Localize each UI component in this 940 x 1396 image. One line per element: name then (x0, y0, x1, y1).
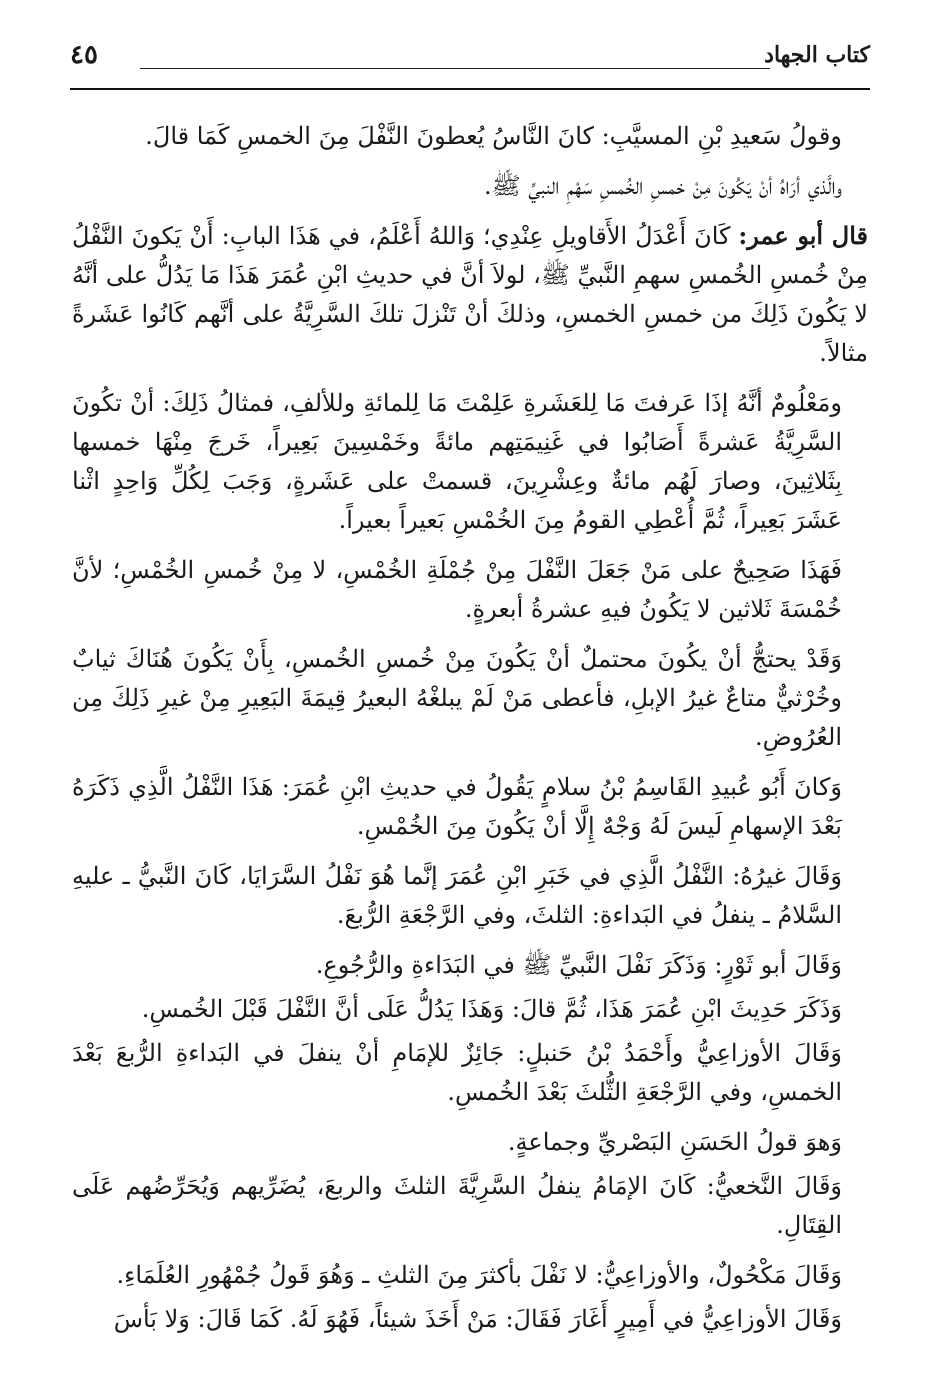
header-rule (140, 68, 770, 69)
paragraph (72, 383, 868, 540)
paragraph-text: وَقَدْ يحتجُّ أنْ يكُونَ محتملٌ أنْ يَكُونَ مِنْ خُمسِ الخُمسِ، بِأَنْ يَكُونَ هُنَاكَ ثيابٌ وخُرْثيٌّ متاعٌ غيرُ الإبلِ، فأعطى مَنْ لَمْ يبلغْهُ البعيرُ قِيمَةَ البَعِيرِ مِنْ غيرِ ذَلِكَ مِن العُرُوضِ. (72, 645, 842, 751)
paragraph (72, 1166, 868, 1245)
paragraph (72, 945, 868, 985)
paragraph-text: والَّذي أرَاهُ أنْ يَكُونَ مِنْ خمسِ الخُمسِ سَهْمِ النبيِّ ﷺ. (484, 172, 842, 200)
paragraph (72, 166, 868, 206)
paragraph-text: كَانَ أَعْدَلُ الأَقاويلِ عِنْدِي؛ وَاللهُ أَعْلَمُ، في هَذَا البابِ: أَنْ يَكونَ النَّفْلُ مِنْ خُمسِ الخُمسِ سهمِ النَّبيِّ ﷺ، لولاَ أنَّ في حديثِ ابْنِ عُمَرَ هَذَا مَا يَدُلُّ على أنَّهُ لا يَكُونَ ذَلِكَ من خمسِ الخمسِ، وذلكَ أنْ تَنْزلَ تلكَ السَّرِيَّةُ على أنَّهم كَانُوا عَشَرةً مثالاً. (72, 222, 868, 367)
page-number: ٤٥ (70, 40, 98, 70)
paragraph (72, 116, 868, 156)
paragraph (72, 989, 868, 1029)
paragraph-lead: قال أبو عمر: (738, 221, 868, 250)
paragraph (72, 1033, 868, 1112)
paragraph-text: وَذَكَرَ حَدِيثَ ابْنِ عُمَرَ هَذَا، ثُمَّ قالَ: وَهَذَا يَدُلُّ عَلَى أنَّ النَّفْلَ قَبْلَ الخُمسِ. (141, 995, 842, 1023)
running-title: كتاب الجهاد (764, 42, 870, 68)
paragraph (72, 767, 868, 846)
paragraph (72, 1255, 868, 1295)
paragraph-text: وَهوَ قولُ الحَسَنِ البَصْريِّ وجماعةٍ. (507, 1128, 842, 1156)
paragraph (72, 1299, 868, 1339)
paragraph (72, 856, 868, 935)
running-header (70, 28, 870, 88)
body-text (72, 116, 868, 1343)
paragraph-text: وَقَالَ الأوزاعِيُّ وأَحْمَدُ بْنُ حَنبلٍ: جَائِزٌ للإمَامِ أنْ ينفلَ في البَداءةِ الرُّبعَ بَعْدَ الخمسِ، وفي الرَّجْعَةِ الثُّلثَ بَعْدَ الخُمسِ. (72, 1039, 842, 1106)
paragraph-text: وَقَالَ النَّخعيُّ: كَانَ الإمَامُ ينفلُ السَّرِيَّةَ الثلثَ والربعَ، يُضَرِّيهم وَيُحَرِّضُهم عَلَى القِتَالِ. (72, 1172, 842, 1239)
paragraph (72, 1122, 868, 1162)
paragraph (72, 216, 868, 373)
header-divider (70, 88, 870, 90)
paragraph-text: وَقَالَ غيرُهُ: النَّفْلُ الَّذِي في خَبَرِ ابْنِ عُمَرَ إنَّما هُوَ نَفْلُ السَّرَايَا، كَانَ النَّبيُّ ـ عليهِ السَّلامُ ـ ينفلُ في البَداءةِ: الثلثَ، وفي الرَّجْعَةِ الرُّبعَ. (72, 862, 842, 929)
paragraph (72, 639, 868, 757)
paragraph-text: وَقَالَ الأوزاعِيُّ في أَمِيرٍ أَغَارَ فَقَالَ: مَنْ أَخَذَ شيئاً، فَهُوَ لَهُ. كَمَا قَالَ: وَلا بَأسَ (113, 1305, 842, 1333)
paragraph-text: ومَعْلُومٌ أنَّهُ إذَا عَرفتَ مَا لِلعَشَرةِ عَلِمْتَ مَا لِلمائةِ وللألفِ، فمثالُ ذَلِكَ: أنْ تكُونَ السَّرِيَّةُ عَشرةً أَصَابُوا في غَنِيمَتِهم مائةً وخَمْسِينَ بَعِيراً، خَرجَ مِنْهَا خمسها بِثَلاثِينَ، وصارَ لَهُم مائةٌ وعِشْرِينَ، قسمتْ على عَشَرةٍ، وَجَبَ لِكُلِّ وَاحِدٍ اثْنا عَشَرَ بَعِيراً، ثُمَّ أُعْطِي القومُ مِنَ الخُمْسِ بَعيراً بعيراً. (72, 389, 842, 534)
paragraph (72, 550, 868, 629)
paragraph-text: وَكانَ أَبُو عُبيدِ القَاسِمُ بْنُ سلامٍ يَقُولُ في حديثِ ابْنِ عُمَرَ: هَذَا النَّفْلُ الَّذِي ذَكَرَهُ بَعْدَ الإسهامِ لَيسَ لَهُ وَجْهٌ إِلَّا أنْ يَكُونَ مِنَ الخُمْسِ. (72, 773, 842, 840)
paragraph-text: فَهَذَا صَحِيحٌ على مَنْ جَعَلَ النَّفْلَ مِنْ جُمْلَةِ الخُمْسِ، لا مِنْ خُمسِ الخُمْسِ؛ لأنَّ خُمْسَةَ ثَلاثين لا يَكُونُ فيهِ عشرةُ أبعرةٍ. (72, 556, 843, 623)
paragraph-text: وقولُ سَعيدِ بْنِ المسيَّبِ: كانَ النَّاسُ يُعطونَ النَّفْلَ مِنَ الخمسِ كَمَا قالَ. (145, 122, 842, 150)
paragraph-text: وَقَالَ أبو ثَوْرٍ: وَذَكَرَ نَفْلَ النَّبيِّ ﷺ في البَدَاءةِ والرُّجُوعِ. (315, 951, 842, 979)
paragraph-text: وَقَالَ مَكْحُولٌ، والأوزاعِيُّ: لا نَفْلَ بأكثرَ مِنَ الثلثِ ـ وَهُوَ قَولُ جُمْهُورِ العُلَمَاءِ. (116, 1261, 842, 1289)
